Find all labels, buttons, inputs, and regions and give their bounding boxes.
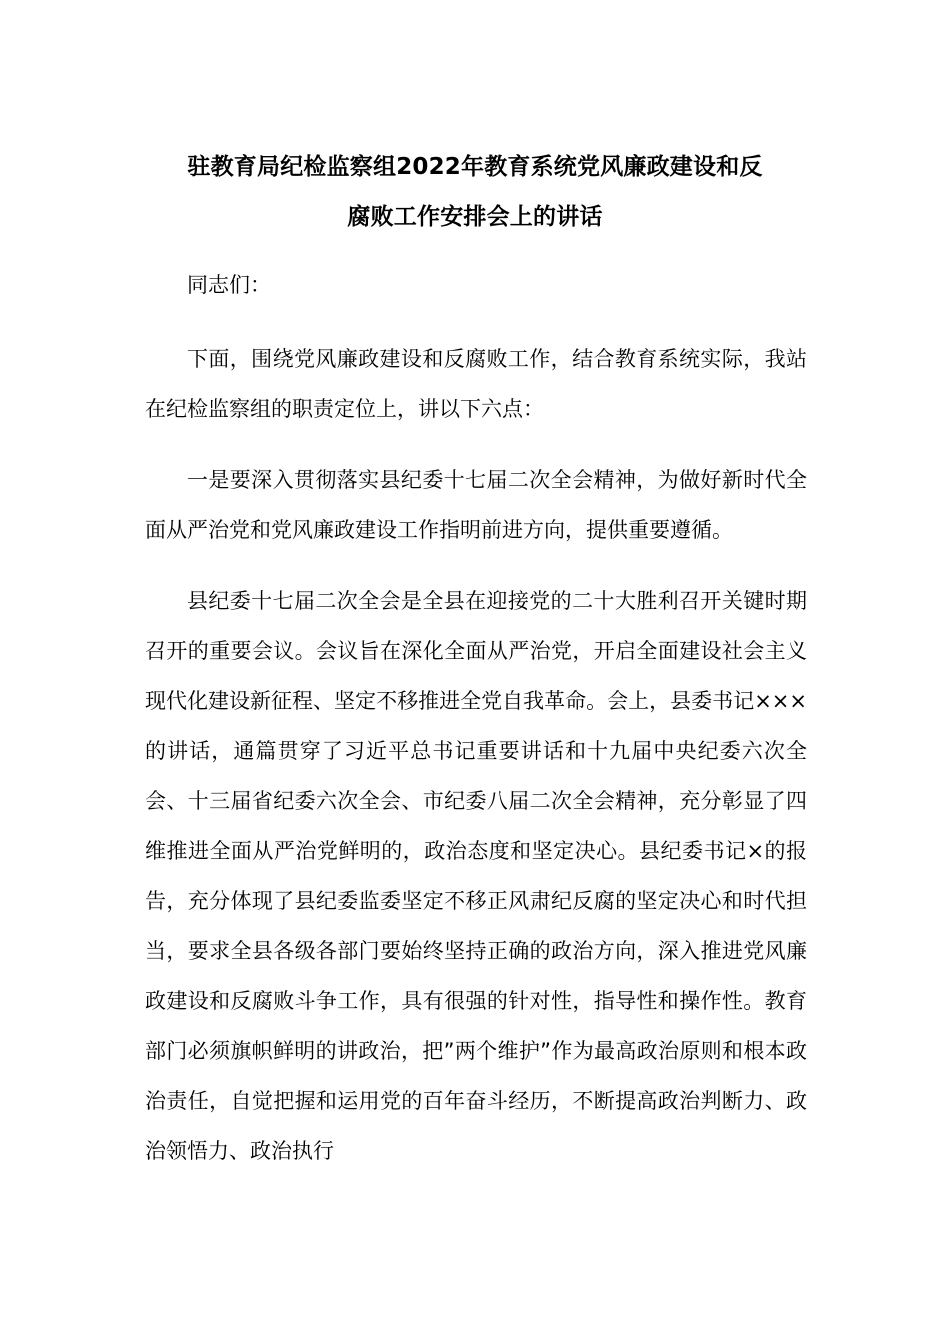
document-title-line-2: 腐败工作安排会上的讲话 [347, 204, 603, 230]
document-title [120, 142, 830, 242]
body-paragraph: 县纪委十七届二次全会是全县在迎接党的二十大胜利召开关键时期召开的重要会议。会议旨在深化全面从严治党，开启全面建设社会主义现代化建设新征程、坚定不移推进全党自我革命。会上，县委书记×××的讲话，通篇贯穿了习近平总书记重要讲话和十九届中央纪委六次全会、十三届省纪委六次全会、市纪委八届二次全会精神，充分彰显了四维推进全面从严治党鲜明的，政治态度和坚定决心。县纪委书记×的报告，充分体现了县纪委监委坚定不移正风肃纪反腐的坚定决心和时代担当，要求全县各级各部门要始终坚持正确的政治方向，深入推进党风廉政建设和反腐败斗争工作，具有很强的针对性，指导性和操作性。教育部门必须旗帜鲜明的讲政治，把”两个维护”作为最高政治原则和根本政治责任，自觉把握和运用党的百年奋斗经历，不断提高政治判断力、政治领悟力、政治执行 [145, 589, 807, 1163]
point-one-heading: 一是要深入贯彻落实县纪委十七届二次全会精神，为做好新时代全面从严治党和党风廉政建设工作指明前进方向，提供重要遵循。 [145, 468, 807, 542]
document-title-line-1: 驻教育局纪检监察组2022年教育系统党风廉政建设和反 [187, 154, 763, 180]
intro-paragraph: 下面，围绕党风廉政建设和反腐败工作，结合教育系统实际，我站在纪检监察组的职责定位上，讲以下六点： [145, 347, 807, 421]
greeting-paragraph: 同志们： [187, 273, 271, 297]
